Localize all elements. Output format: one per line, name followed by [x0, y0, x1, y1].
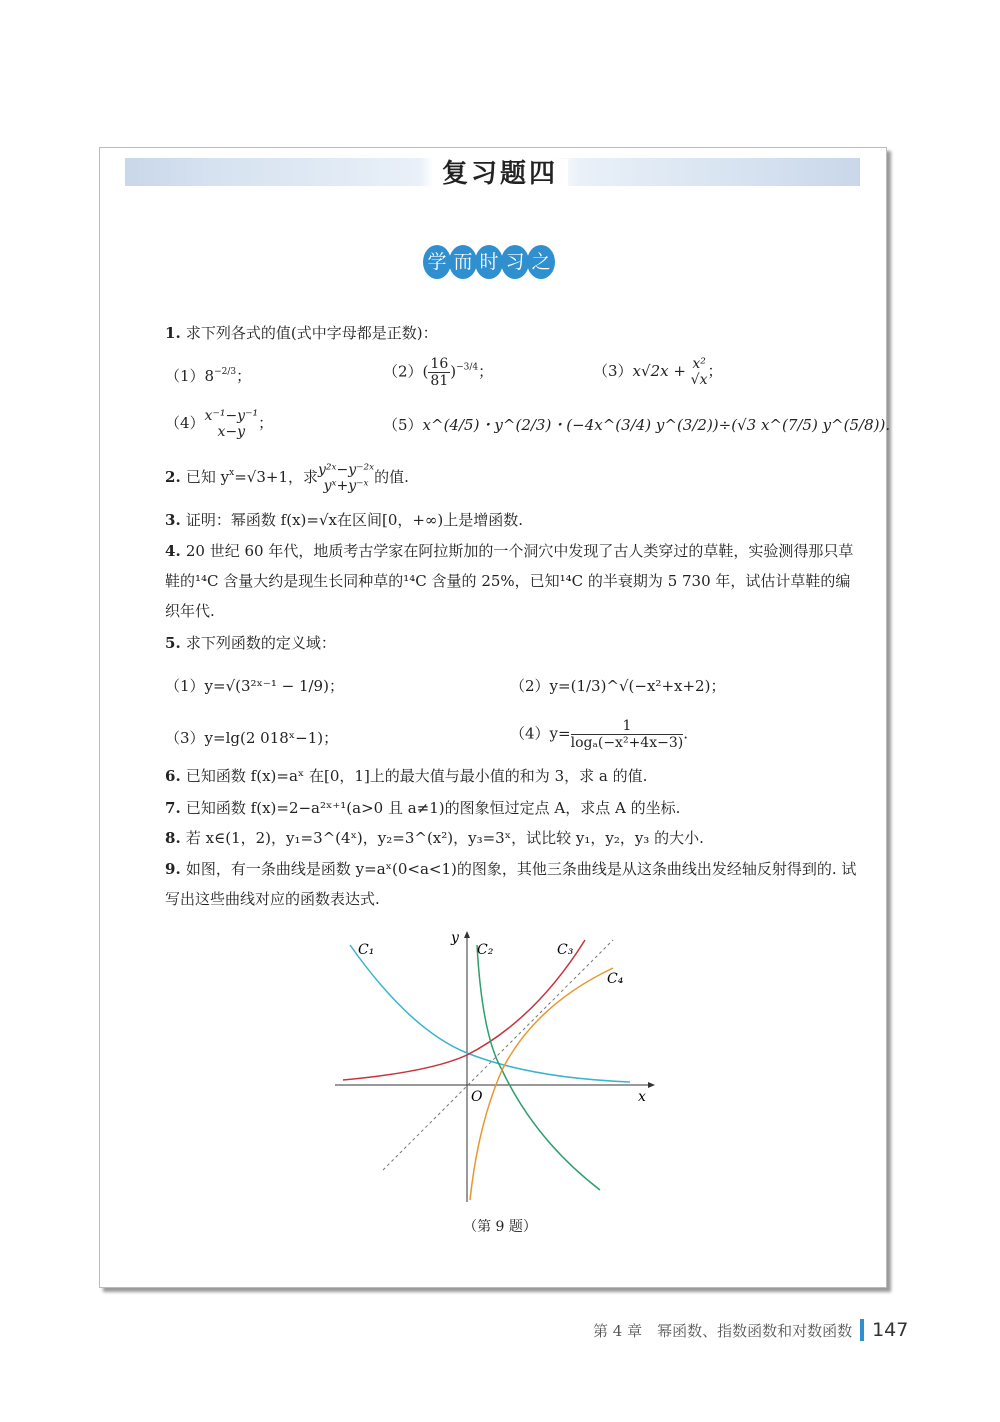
question-9: 9. 如图，有一条曲线是函数 y=aˣ(0<a<1)的图象，其他三条曲线是从这条曲线出发经轴反射得到的. 试写出这些曲线对应的函数表达式. [165, 860, 857, 908]
label-c1: C₁ [358, 942, 375, 958]
question-4: 4. 20 世纪 60 年代，地质考古学家在阿拉斯加的一个洞穴中发现了古人类穿过的草鞋，实验测得那只草鞋的¹⁴C 含量大约是现生长同种草的¹⁴C 含量的 25%，已知¹⁴C 的半衰期为 5 730 年，试估计草鞋的编织年代. [165, 542, 854, 620]
q1-item-3: （3）x√2x + x² √x ； [593, 356, 723, 388]
page-footer [593, 1319, 908, 1341]
chapter-title: 第 4 章 幂函数、指数函数和对数函数 [593, 1321, 853, 1340]
q5-item-4: （4）y= $\frac{1}{\text{logₐ(−x²+4x−3)}}$ . [510, 718, 688, 751]
page-title: 复习题四 [0, 153, 1000, 190]
badge-char: 之 [527, 245, 555, 279]
page-number: 147 [872, 1319, 909, 1341]
label-x: x [638, 1089, 646, 1105]
line-y-equals-x [383, 940, 613, 1170]
section-badge [423, 245, 553, 279]
question-8: 8. 若 x∈(1，2)，y₁=3^(4ˣ)，y₂=3^(x²)，y₃=3ˣ，试比较 y₁，y₂，y₃ 的大小. [165, 829, 704, 847]
footer-divider [860, 1319, 864, 1341]
question-1: 1. 求下列各式的值(式中字母都是正数)： [165, 324, 438, 342]
q1-item-5: （5）x^(4/5)・y^(2/3)・(−4x^(3/4) y^(3/2))÷(√3 x^(7/5) y^(5/8)). [383, 416, 891, 434]
question-3: 3. 证明：幂函数 f(x)=√x在区间[0，+∞)上是增函数. [165, 511, 524, 529]
q5-item-3: （3）y=lg(2 018ˣ−1)； [165, 729, 339, 747]
badge-char: 而 [449, 245, 477, 279]
curve-c2 [477, 945, 600, 1190]
q1-item-2: （2）( $\frac{16}{81}$ )$^{-3/4}$； [383, 356, 494, 389]
label-c2: C₂ [477, 942, 494, 958]
question-7: 7. 已知函数 f(x)=2−a²ˣ⁺¹(a>0 且 a≠1)的图象恒过定点 A，求点 A 的坐标. [165, 799, 681, 817]
question-6: 6. 已知函数 f(x)=aˣ 在[0，1]上的最大值与最小值的和为 3，求 a 的值. [165, 767, 648, 785]
question-2: 2. 已知 $y^x=√3+1$，求 y²ˣ−y⁻²ˣ yˣ+y⁻ˣ 的值. [165, 462, 409, 494]
x-axis-arrow-icon [648, 1082, 655, 1088]
function-graph [330, 920, 670, 1215]
q1-item-4: （4） x⁻¹−y⁻¹ x−y ； [165, 408, 274, 440]
label-c3: C₃ [557, 942, 574, 958]
question-5: 5. 求下列函数的定义域： [165, 634, 336, 652]
label-y: y [451, 930, 459, 946]
label-c4: C₄ [607, 971, 624, 987]
q5-item-1: （1）y=√(3²ˣ⁻¹ − 1/9)； [165, 677, 344, 695]
badge-char: 学 [423, 245, 451, 279]
badge-char: 习 [501, 245, 529, 279]
figure-caption: （第 9 题） [463, 1219, 537, 1235]
label-origin: O [471, 1089, 483, 1105]
y-axis-arrow-icon [464, 931, 470, 938]
badge-char: 时 [475, 245, 503, 279]
q5-item-2: （2）y=(1/3)^√(−x²+x+2)； [510, 677, 726, 695]
q1-item-1: $(1)8^{-2/3}$； [165, 367, 252, 385]
curve-c4 [470, 968, 613, 1200]
